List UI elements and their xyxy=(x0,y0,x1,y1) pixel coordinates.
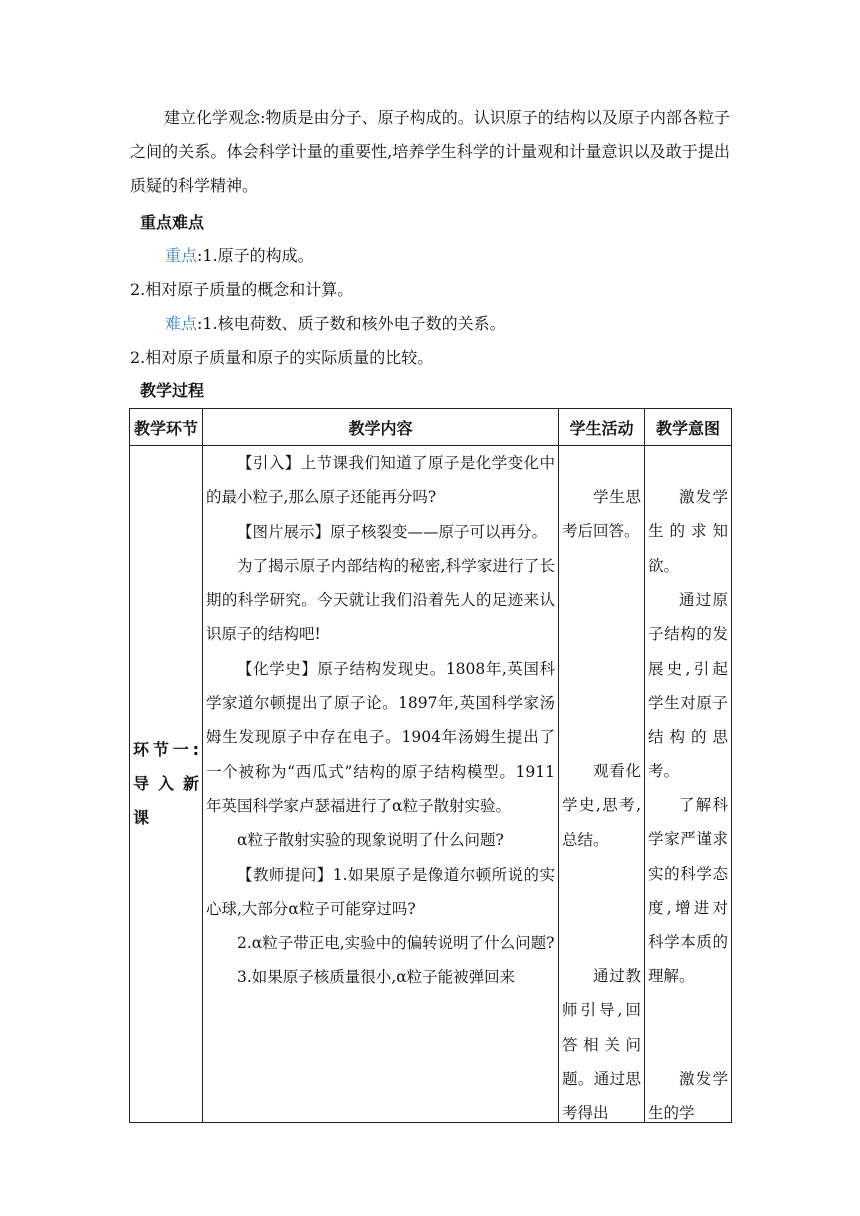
difficulty-item-1: :1.核电荷数、质子数和核外电子数的关系。 xyxy=(197,314,506,333)
stage-line: 环节一: xyxy=(133,740,199,759)
difficulty-label: 难点 xyxy=(165,314,198,333)
column-header-stage: 教学环节 xyxy=(130,409,203,446)
column-header-intent: 教学意图 xyxy=(645,409,732,446)
focus-line-1 xyxy=(165,239,314,273)
process-heading: 教学过程 xyxy=(140,381,205,400)
content-paragraph: 3.如果原子核质量很小,α粒子能被弹回来 xyxy=(237,968,516,987)
stage-line: 课 xyxy=(133,808,150,827)
intent-paragraph: 激发学生的学 xyxy=(648,1070,728,1123)
intent-cell xyxy=(645,446,732,1123)
activity-paragraph: 观看化学史,思考,总结。 xyxy=(562,762,641,849)
content-paragraph: 【引入】上节课我们知道了原子是化学变化中的最小粒子,那么原子还能再分吗? xyxy=(206,454,555,507)
focus-item-2: 2.相对原子质量的概念和计算。 xyxy=(130,280,354,299)
difficulty-line-1 xyxy=(165,307,506,341)
content-cell xyxy=(203,446,559,1123)
focus-item-1: :1.原子的构成。 xyxy=(197,246,314,265)
column-header-content: 教学内容 xyxy=(203,409,559,446)
column-header-activity: 学生活动 xyxy=(559,409,645,446)
table-header-row xyxy=(130,409,732,446)
activity-paragraph: 学生思考后回答。 xyxy=(562,488,641,541)
content-paragraph: α粒子散射实验的现象说明了什么问题? xyxy=(237,831,504,850)
focus-label: 重点 xyxy=(165,246,198,265)
stage-line: 导入新 xyxy=(133,774,199,793)
intent-paragraph: 了解科学家严谨求实的科学态度,增进对科学本质的理解。 xyxy=(648,796,728,986)
intent-paragraph: 激发学生的求知欲。 xyxy=(648,488,728,575)
table-row xyxy=(130,446,732,1123)
content-paragraph: 【化学史】原子结构发现史。1808年,英国科学家道尔顿提出了原子论。1897年,英国科学家汤姆生发现原子中存在电子。1904年汤姆生提出了一个被称为“西瓜式”结构的原子结构模型。1911年英国科学家卢瑟福进行了α粒子散射实验。 xyxy=(206,659,555,815)
intro-paragraph: 建立化学观念:物质是由分子、原子构成的。认识原子的结构以及原子内部各粒子之间的关系。体会科学计量的重要性,培养学生科学的计量观和计量意识以及敢于提出质疑的科学精神。 xyxy=(130,108,730,195)
content-paragraph: 【图片展示】原子核裂变——原子可以再分。 xyxy=(237,522,548,541)
intent-paragraph: 通过原子结构的发展史,引起学生对原子结构的思考。 xyxy=(648,591,728,781)
stage-cell xyxy=(130,446,203,1123)
activity-cell xyxy=(559,446,645,1123)
activity-paragraph: 通过教师引导,回答相关问题。通过思考得出 xyxy=(562,967,641,1123)
content-paragraph: 【教师提问】1.如果原子是像道尔顿所说的实心球,大部分α粒子可能穿过吗? xyxy=(206,865,555,918)
lesson-table xyxy=(129,408,732,1123)
key-points-heading: 重点难点 xyxy=(140,213,205,232)
content-paragraph: 2.α粒子带正电,实验中的偏转说明了什么问题? xyxy=(237,934,555,953)
difficulty-item-2: 2.相对原子质量和原子的实际质量的比较。 xyxy=(130,348,434,367)
content-paragraph: 为了揭示原子内部结构的秘密,科学家进行了长期的科学研究。今天就让我们沿着先人的足迹来认识原子的结构吧! xyxy=(206,556,555,644)
